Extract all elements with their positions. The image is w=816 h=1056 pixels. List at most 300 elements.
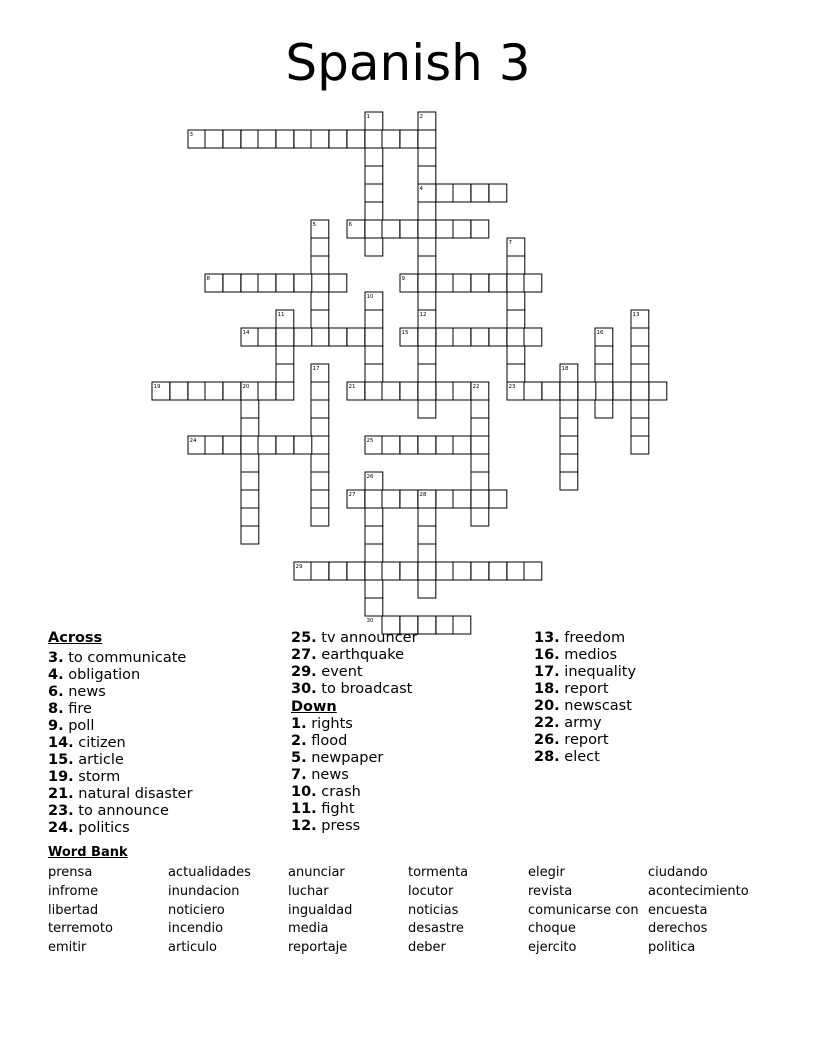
grid-cell[interactable] <box>595 364 613 382</box>
grid-cell[interactable] <box>241 418 259 436</box>
clue-text: citizen <box>73 735 126 751</box>
grid-cell[interactable] <box>241 130 259 148</box>
clue <box>48 820 193 837</box>
cell-number: 9 <box>401 276 405 282</box>
clue <box>291 733 418 750</box>
grid-cell[interactable] <box>453 490 471 508</box>
grid-cell[interactable] <box>276 364 294 382</box>
grid-cell[interactable] <box>471 184 489 202</box>
grid-cell[interactable] <box>311 418 329 436</box>
grid-cell[interactable] <box>418 274 436 292</box>
grid-cell[interactable] <box>400 436 418 454</box>
grid-cell[interactable] <box>471 508 489 526</box>
clue-text: press <box>316 818 361 834</box>
cell-number: 23 <box>508 384 516 390</box>
grid-cell[interactable] <box>311 274 329 292</box>
grid-cell[interactable] <box>542 382 560 400</box>
cell-number: 17 <box>312 366 320 372</box>
word-bank-word: derechos <box>648 921 708 937</box>
grid-cell[interactable] <box>418 166 436 184</box>
clue <box>291 647 418 664</box>
grid-cell[interactable] <box>453 328 471 346</box>
grid-cell[interactable] <box>453 220 471 238</box>
clue-number: 6. <box>48 684 64 700</box>
cell-number: 30 <box>366 618 374 624</box>
grid-cell[interactable] <box>241 472 259 490</box>
grid-cell[interactable] <box>418 562 436 580</box>
grid-cell[interactable] <box>205 382 223 400</box>
grid-cell[interactable] <box>560 382 578 400</box>
cell-number: 18 <box>561 366 569 372</box>
grid-cell[interactable] <box>365 508 383 526</box>
grid-cell[interactable] <box>382 220 400 238</box>
word-bank-word: tormenta <box>408 865 469 880</box>
word-bank-word: reportaje <box>288 940 348 956</box>
grid-cell[interactable] <box>311 508 329 526</box>
clue <box>534 749 636 766</box>
grid-cell[interactable] <box>524 382 542 400</box>
grid-cell[interactable] <box>365 526 383 544</box>
clue-number: 30. <box>291 681 317 697</box>
grid-cell[interactable] <box>418 400 436 418</box>
grid-cell[interactable] <box>418 544 436 562</box>
grid-cell[interactable] <box>507 562 525 580</box>
grid-cell[interactable] <box>170 382 188 400</box>
grid-cell[interactable] <box>471 400 489 418</box>
down-header: Down <box>291 699 337 715</box>
grid-cell[interactable] <box>436 436 454 454</box>
grid-cell[interactable] <box>631 400 649 418</box>
word-bank-word: elegir <box>528 865 565 880</box>
grid-cell[interactable] <box>294 130 312 148</box>
grid-cell[interactable] <box>649 382 667 400</box>
grid-cell[interactable] <box>453 274 471 292</box>
clues-column-3 <box>534 630 636 766</box>
grid-cell[interactable] <box>507 310 525 328</box>
clue <box>291 767 418 784</box>
grid-cell[interactable] <box>365 148 383 166</box>
grid-cell[interactable] <box>365 166 383 184</box>
clue-number: 14. <box>48 735 74 751</box>
clue <box>48 650 193 667</box>
grid-cell[interactable] <box>507 328 525 346</box>
cell-number: 26 <box>366 474 374 480</box>
clue <box>291 801 418 818</box>
grid-cell[interactable] <box>347 562 365 580</box>
grid-cell[interactable] <box>436 274 454 292</box>
grid-cell[interactable] <box>311 292 329 310</box>
grid-cell[interactable] <box>400 562 418 580</box>
word-bank-word: ejercito <box>528 940 577 956</box>
grid-cell[interactable] <box>524 562 542 580</box>
across-header: Across <box>48 630 103 646</box>
clue <box>48 718 193 735</box>
grid-cell[interactable] <box>507 256 525 274</box>
grid-cell[interactable] <box>223 382 241 400</box>
grid-cell[interactable] <box>453 436 471 454</box>
clue-text: to communicate <box>63 650 187 666</box>
grid-cell[interactable] <box>365 130 383 148</box>
grid-cell[interactable] <box>471 436 489 454</box>
grid-cell[interactable] <box>365 202 383 220</box>
grid-cell[interactable] <box>436 220 454 238</box>
clue <box>48 769 193 786</box>
grid-cell[interactable] <box>560 472 578 490</box>
grid-cell[interactable] <box>365 364 383 382</box>
grid-cell[interactable] <box>223 130 241 148</box>
page-title: Spanish 3 <box>285 34 531 92</box>
grid-cell[interactable] <box>205 130 223 148</box>
grid-cell[interactable] <box>241 490 259 508</box>
grid-cell[interactable] <box>418 256 436 274</box>
clue-text: report <box>559 681 609 697</box>
grid-cell[interactable] <box>276 346 294 364</box>
cell-number: 13 <box>632 312 640 318</box>
grid-cell[interactable] <box>365 580 383 598</box>
clue-number: 16. <box>534 647 560 663</box>
grid-cell[interactable] <box>382 382 400 400</box>
grid-cell[interactable] <box>418 580 436 598</box>
grid-cell[interactable] <box>595 346 613 364</box>
grid-cell[interactable] <box>418 148 436 166</box>
clue <box>48 786 193 803</box>
grid-cell[interactable] <box>400 220 418 238</box>
clue-text: fire <box>63 701 92 717</box>
cell-number: 24 <box>189 438 197 444</box>
clue <box>291 664 418 681</box>
cell-number: 25 <box>366 438 374 444</box>
clue <box>48 684 193 701</box>
cell-number: 27 <box>348 492 356 498</box>
clue-text: elect <box>559 749 600 765</box>
grid-cell[interactable] <box>382 562 400 580</box>
grid-cell[interactable] <box>489 562 507 580</box>
grid-cell[interactable] <box>365 328 383 346</box>
clue-number: 23. <box>48 803 74 819</box>
grid-cell[interactable] <box>276 436 294 454</box>
grid-cell[interactable] <box>436 562 454 580</box>
clue-number: 9. <box>48 718 64 734</box>
grid-cell[interactable] <box>471 472 489 490</box>
grid-cell[interactable] <box>453 616 471 634</box>
grid-cell[interactable] <box>311 436 329 454</box>
grid-cell[interactable] <box>311 130 329 148</box>
grid-cell[interactable] <box>347 130 365 148</box>
grid-cell[interactable] <box>365 598 383 616</box>
word-bank-word: deber <box>408 940 446 956</box>
word-bank-word: ingualdad <box>288 902 353 918</box>
grid-cell[interactable] <box>365 184 383 202</box>
grid-cell[interactable] <box>471 274 489 292</box>
clue-number: 28. <box>534 749 560 765</box>
clue-text: flood <box>306 733 348 749</box>
grid-cell[interactable] <box>382 436 400 454</box>
grid-cell[interactable] <box>507 364 525 382</box>
grid-cell[interactable] <box>524 328 542 346</box>
grid-cell[interactable] <box>365 490 383 508</box>
grid-cell[interactable] <box>560 454 578 472</box>
grid-cell[interactable] <box>436 328 454 346</box>
clue-text: news <box>306 767 349 783</box>
grid-cell[interactable] <box>311 400 329 418</box>
grid-cell[interactable] <box>560 400 578 418</box>
clue-number: 15. <box>48 752 74 768</box>
clue <box>534 664 636 681</box>
grid-cell[interactable] <box>436 184 454 202</box>
grid-cell[interactable] <box>418 526 436 544</box>
grid-cell[interactable] <box>418 130 436 148</box>
grid-cell[interactable] <box>365 562 383 580</box>
grid-cell[interactable] <box>311 238 329 256</box>
grid-cell[interactable] <box>365 382 383 400</box>
grid-cell[interactable] <box>241 526 259 544</box>
word-bank-header: Word Bank <box>48 845 128 860</box>
grid-cell[interactable] <box>258 328 276 346</box>
grid-cell[interactable] <box>205 436 223 454</box>
grid-cell[interactable] <box>489 490 507 508</box>
word-bank-word: infrome <box>48 883 99 899</box>
cell-number: 11 <box>277 312 285 318</box>
word-bank-word: noticias <box>408 902 459 918</box>
clue-number: 11. <box>291 801 317 817</box>
clue-text: politics <box>73 820 130 836</box>
cell-number: 14 <box>242 330 250 336</box>
clue <box>534 681 636 698</box>
cell-number: 20 <box>242 384 250 390</box>
grid-cell[interactable] <box>453 382 471 400</box>
grid-cell[interactable] <box>294 328 312 346</box>
clue-number: 29. <box>291 664 317 680</box>
word-bank-word: choque <box>528 921 576 937</box>
grid-cell[interactable] <box>311 472 329 490</box>
grid-cell[interactable] <box>418 346 436 364</box>
cell-number: 3 <box>189 132 193 138</box>
grid-cell[interactable] <box>436 382 454 400</box>
clue-number: 19. <box>48 769 74 785</box>
grid-cell[interactable] <box>453 562 471 580</box>
clue-text: natural disaster <box>73 786 193 802</box>
clue-number: 5. <box>291 750 307 766</box>
grid-cell[interactable] <box>489 274 507 292</box>
grid-cell[interactable] <box>258 382 276 400</box>
clue <box>291 784 418 801</box>
grid-cell[interactable] <box>631 418 649 436</box>
grid-cell[interactable] <box>258 436 276 454</box>
clue-text: obligation <box>63 667 141 683</box>
cell-number: 8 <box>206 276 210 282</box>
word-bank-word: luchar <box>288 883 329 899</box>
word-bank-word: encuesta <box>648 902 708 918</box>
grid-cell[interactable] <box>436 490 454 508</box>
grid-cell[interactable] <box>418 616 436 634</box>
clue <box>534 732 636 749</box>
grid-cell[interactable] <box>311 490 329 508</box>
grid-cell[interactable] <box>507 346 525 364</box>
grid-cell[interactable] <box>400 382 418 400</box>
grid-cell[interactable] <box>311 310 329 328</box>
grid-cell[interactable] <box>613 382 631 400</box>
clue-number: 12. <box>291 818 317 834</box>
grid-cell[interactable] <box>507 274 525 292</box>
grid-cell[interactable] <box>418 436 436 454</box>
grid-cell[interactable] <box>311 454 329 472</box>
grid-cell[interactable] <box>294 436 312 454</box>
grid-cell[interactable] <box>631 346 649 364</box>
grid-cell[interactable] <box>418 220 436 238</box>
clue-text: report <box>559 732 609 748</box>
grid-cell[interactable] <box>471 562 489 580</box>
grid-cell[interactable] <box>258 130 276 148</box>
clue <box>534 647 636 664</box>
clue <box>291 750 418 767</box>
grid-cell[interactable] <box>311 562 329 580</box>
clue-number: 26. <box>534 732 560 748</box>
grid-cell[interactable] <box>188 382 206 400</box>
word-bank-word: locutor <box>408 883 454 899</box>
grid-cell[interactable] <box>347 328 365 346</box>
grid-cell[interactable] <box>329 130 347 148</box>
grid-cell[interactable] <box>453 184 471 202</box>
clue-number: 21. <box>48 786 74 802</box>
clue <box>534 715 636 732</box>
grid-cell[interactable] <box>595 382 613 400</box>
cell-number: 7 <box>508 240 512 246</box>
cell-number: 1 <box>366 114 370 120</box>
clue-number: 18. <box>534 681 560 697</box>
word-bank-word: politica <box>648 940 696 956</box>
word-bank-word: revista <box>528 883 573 899</box>
word-bank-word: inundacion <box>168 883 240 899</box>
clue-number: 10. <box>291 784 317 800</box>
word-bank-word: noticiero <box>168 902 225 918</box>
cell-number: 12 <box>419 312 427 318</box>
clue <box>48 667 193 684</box>
grid-cell[interactable] <box>471 490 489 508</box>
grid-cell[interactable] <box>365 238 383 256</box>
grid-cell[interactable] <box>595 400 613 418</box>
grid-cell[interactable] <box>365 346 383 364</box>
grid-cell[interactable] <box>560 436 578 454</box>
cell-number: 4 <box>419 186 423 192</box>
grid-cell[interactable] <box>418 202 436 220</box>
grid-cell[interactable] <box>471 220 489 238</box>
grid-cell[interactable] <box>578 382 596 400</box>
clue <box>291 681 418 698</box>
clue <box>48 803 193 820</box>
grid-cell[interactable] <box>311 256 329 274</box>
grid-cell[interactable] <box>294 274 312 292</box>
word-bank-word: libertad <box>48 902 99 918</box>
grid-cell[interactable] <box>223 274 241 292</box>
grid-cell[interactable] <box>276 130 294 148</box>
grid-cell[interactable] <box>382 490 400 508</box>
grid-cell[interactable] <box>418 508 436 526</box>
word-bank-word: media <box>288 921 329 937</box>
grid-cell[interactable] <box>560 418 578 436</box>
grid-cell[interactable] <box>631 436 649 454</box>
grid-cell[interactable] <box>631 382 649 400</box>
grid-cell[interactable] <box>524 274 542 292</box>
cell-number: 6 <box>348 222 352 228</box>
grid-cell[interactable] <box>329 562 347 580</box>
word-bank-word: articulo <box>168 940 217 956</box>
clue-text: army <box>559 715 602 731</box>
clue <box>291 818 418 835</box>
grid-cell[interactable] <box>365 310 383 328</box>
grid-cell[interactable] <box>471 418 489 436</box>
grid-cell[interactable] <box>471 454 489 472</box>
grid-cell[interactable] <box>241 454 259 472</box>
grid-cell[interactable] <box>276 274 294 292</box>
grid-cell[interactable] <box>418 238 436 256</box>
grid-cell[interactable] <box>311 328 329 346</box>
clue-number: 20. <box>534 698 560 714</box>
grid-cell[interactable] <box>329 328 347 346</box>
grid-cell[interactable] <box>471 328 489 346</box>
word-bank-word: actualidades <box>168 865 251 880</box>
grid-cell[interactable] <box>507 292 525 310</box>
grid-cell[interactable] <box>241 274 259 292</box>
clue <box>534 698 636 715</box>
grid-cell[interactable] <box>418 382 436 400</box>
grid-cell[interactable] <box>631 364 649 382</box>
clues-column-2 <box>291 630 418 835</box>
grid-cell[interactable] <box>631 328 649 346</box>
grid-cell[interactable] <box>436 616 454 634</box>
clue-text: storm <box>73 769 121 785</box>
grid-cell[interactable] <box>418 328 436 346</box>
grid-cell[interactable] <box>329 274 347 292</box>
cell-number: 19 <box>153 384 161 390</box>
grid-cell[interactable] <box>418 364 436 382</box>
clue <box>48 735 193 752</box>
clue-text: earthquake <box>316 647 405 663</box>
word-bank-word: comunicarse con <box>528 902 639 918</box>
clue-number: 22. <box>534 715 560 731</box>
word-bank-word: ciudando <box>648 865 708 880</box>
clue-number: 25. <box>291 630 317 646</box>
clue-text: event <box>316 664 363 680</box>
grid-cell[interactable] <box>223 436 241 454</box>
clue-number: 27. <box>291 647 317 663</box>
grid-cell[interactable] <box>489 328 507 346</box>
clue-text: newscast <box>559 698 632 714</box>
word-bank-word: prensa <box>48 865 93 880</box>
grid-cell[interactable] <box>276 328 294 346</box>
grid-cell[interactable] <box>489 184 507 202</box>
grid-cell[interactable] <box>382 130 400 148</box>
grid-cell[interactable] <box>241 400 259 418</box>
clue-text: rights <box>306 716 353 732</box>
clue-number: 1. <box>291 716 307 732</box>
grid-cell[interactable] <box>400 130 418 148</box>
clue-number: 2. <box>291 733 307 749</box>
grid-cell[interactable] <box>365 544 383 562</box>
clue-text: fight <box>316 801 355 817</box>
grid-cell[interactable] <box>241 508 259 526</box>
grid-cell[interactable] <box>276 382 294 400</box>
cell-number: 22 <box>472 384 480 390</box>
clue-text: article <box>73 752 124 768</box>
grid-cell[interactable] <box>258 274 276 292</box>
grid-cell[interactable] <box>400 490 418 508</box>
grid-cell[interactable] <box>365 220 383 238</box>
grid-cell[interactable] <box>311 382 329 400</box>
grid-cell[interactable] <box>418 292 436 310</box>
grid-cell[interactable] <box>241 436 259 454</box>
clue-text: newpaper <box>306 750 384 766</box>
clue-text: news <box>63 684 106 700</box>
